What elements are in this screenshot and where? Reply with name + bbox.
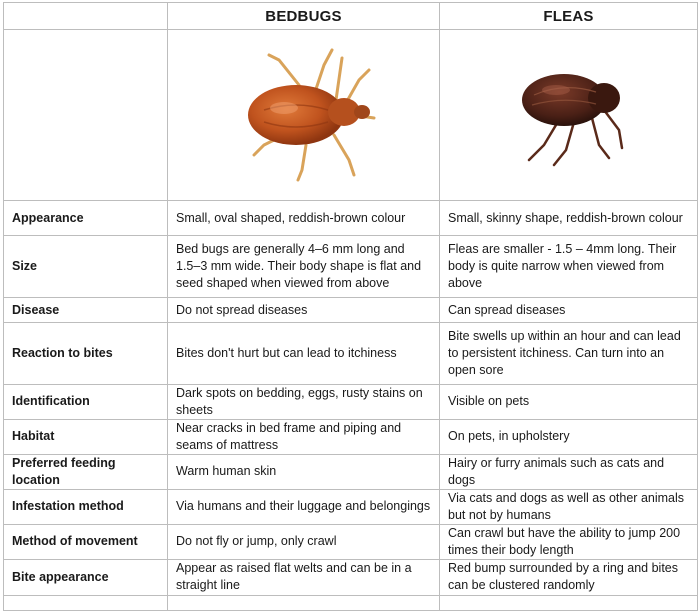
- empty-cell: [440, 595, 698, 610]
- header-fleas: FLEAS: [440, 3, 698, 30]
- bedbugs-cell: Appear as raised flat welts and can be in a straight line: [168, 559, 440, 595]
- fleas-cell: Can spread diseases: [440, 298, 698, 323]
- bedbugs-cell: Do not fly or jump, only crawl: [168, 524, 440, 559]
- header-bedbugs: BEDBUGS: [168, 3, 440, 30]
- table-row: [4, 489, 698, 524]
- flea-image-cell: [440, 30, 698, 201]
- table-row: [4, 454, 698, 489]
- empty-cell: [168, 595, 440, 610]
- row-label: Habitat: [4, 419, 168, 454]
- empty-footer-row: [4, 595, 698, 610]
- flea-illustration: [504, 60, 634, 170]
- row-label: Size: [4, 236, 168, 298]
- image-blank-cell: [4, 30, 168, 201]
- table-row: [4, 236, 698, 298]
- row-label: Infestation method: [4, 489, 168, 524]
- fleas-cell: Via cats and dogs as well as other animals but not by humans: [440, 489, 698, 524]
- row-label: Method of movement: [4, 524, 168, 559]
- bedbugs-cell: Warm human skin: [168, 454, 440, 489]
- fleas-cell: Hairy or furry animals such as cats and dogs: [440, 454, 698, 489]
- bedbug-illustration: [224, 40, 384, 190]
- row-label: Identification: [4, 384, 168, 419]
- empty-cell: [4, 595, 168, 610]
- bedbugs-cell: Do not spread diseases: [168, 298, 440, 323]
- fleas-cell: Bite swells up within an hour and can lead to persistent itchiness. Can turn into an open sore: [440, 323, 698, 384]
- row-label: Disease: [4, 298, 168, 323]
- fleas-cell: Small, skinny shape, reddish-brown colour: [440, 201, 698, 236]
- bedbugs-cell: Dark spots on bedding, eggs, rusty stains on sheets: [168, 384, 440, 419]
- fleas-cell: Visible on pets: [440, 384, 698, 419]
- row-label: Appearance: [4, 201, 168, 236]
- header-blank: [4, 3, 168, 30]
- header-row: [4, 3, 698, 30]
- fleas-cell: Can crawl but have the ability to jump 200 times their body length: [440, 524, 698, 559]
- comparison-table: [3, 2, 698, 611]
- fleas-cell: Fleas are smaller - 1.5 – 4mm long. Their body is quite narrow when viewed from above: [440, 236, 698, 298]
- row-label: Preferred feeding location: [4, 454, 168, 489]
- row-label: Reaction to bites: [4, 323, 168, 384]
- bedbugs-cell: Small, oval shaped, reddish-brown colour: [168, 201, 440, 236]
- table-row: [4, 323, 698, 384]
- table-row: [4, 298, 698, 323]
- table-row: [4, 384, 698, 419]
- bedbugs-cell: Near cracks in bed frame and piping and seams of mattress: [168, 419, 440, 454]
- row-label: Bite appearance: [4, 559, 168, 595]
- image-row: [4, 30, 698, 201]
- bedbugs-cell: Bites don't hurt but can lead to itchiness: [168, 323, 440, 384]
- fleas-cell: Red bump surrounded by a ring and bites can be clustered randomly: [440, 559, 698, 595]
- bedbug-image-cell: [168, 30, 440, 201]
- table-row: [4, 524, 698, 559]
- bedbugs-cell: Via humans and their luggage and belongings: [168, 489, 440, 524]
- table-row: [4, 201, 698, 236]
- bedbugs-cell: Bed bugs are generally 4–6 mm long and 1.5–3 mm wide. Their body shape is flat and seed shaped when viewed from above: [168, 236, 440, 298]
- fleas-cell: On pets, in upholstery: [440, 419, 698, 454]
- table-row: [4, 559, 698, 595]
- table-row: [4, 419, 698, 454]
